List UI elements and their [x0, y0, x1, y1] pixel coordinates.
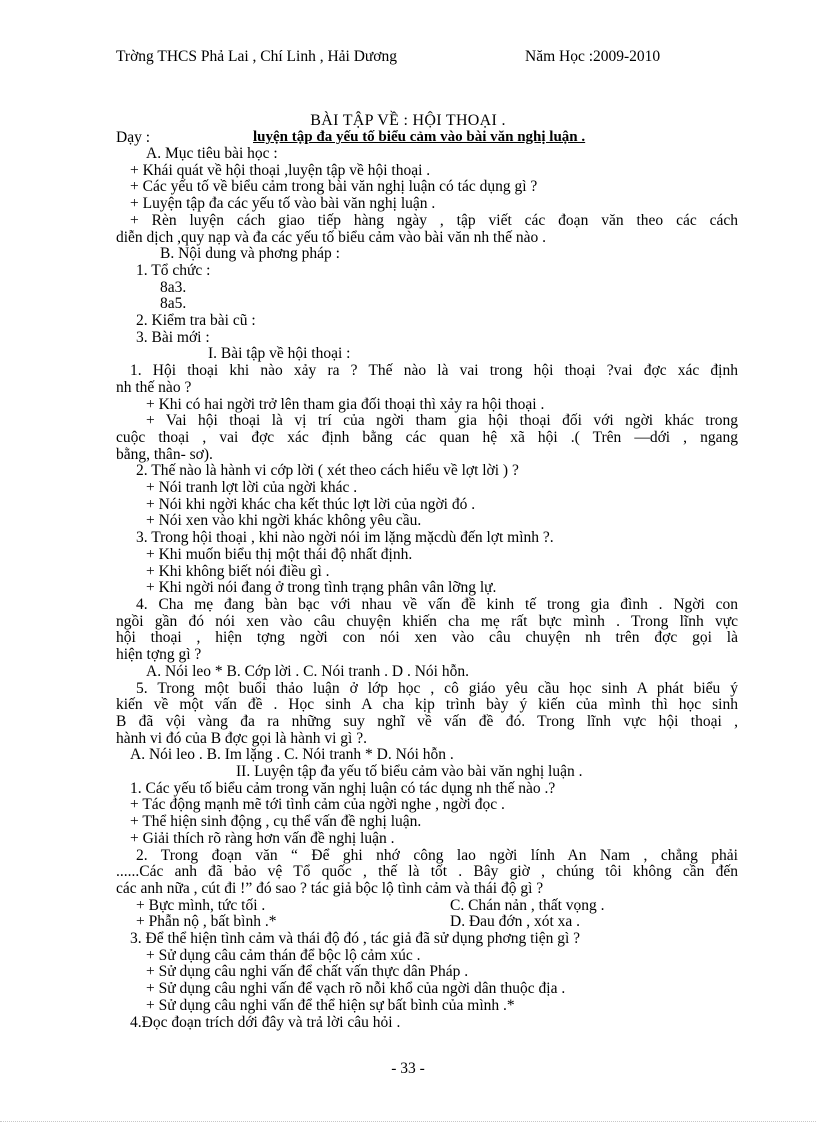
question-line: 5. Trong một buổi thảo luận ở lớp học , cô giáo yêu cầu học sinh A phát biểu ý	[136, 680, 738, 697]
document-body	[116, 146, 738, 1031]
page-bottom-divider	[0, 1121, 816, 1122]
header-school-year: Năm Học :2009-2010	[525, 48, 661, 65]
class-name: 8a3.	[160, 279, 187, 296]
question-line: 2. Trong đoạn văn “ Để ghi nhớ công lao ngời lính An Nam , chẳng phải	[136, 847, 738, 864]
text-line: 3. Bài mới :	[136, 329, 210, 346]
section-heading: B. Nội dung và phơng pháp :	[160, 246, 340, 263]
answer-line: + Sử dụng câu cảm thán để bộc lộ cảm xúc .	[146, 947, 421, 964]
question-line: nh thế nào ?	[116, 379, 192, 396]
question-line: hành vi đó của B đợc gọi là hành vi gì ?.	[116, 730, 367, 747]
question-line: 3. Trong hội thoại , khi nào ngời nói im lặng mặcdù đến lợt mình ?.	[136, 530, 554, 547]
question-line: các anh nữa , cút đi !” đó sao ? tác giả bộc lộ tình cảm và thái độ gì ?	[116, 880, 544, 897]
question-line: kiến về một vấn đề . Học sinh A cha kịp trình bày ý kiến của mình thì học sinh	[116, 697, 738, 714]
answer-row	[116, 898, 738, 915]
answer-line: + Sử dụng câu nghi vấn để vạch rõ nỗi khổ của ngời dân thuộc địa .	[146, 981, 566, 998]
question-line: hiện tợng gì ?	[116, 647, 202, 664]
lesson-subtitle: luyện tập đa yếu tố biểu cảm vào bài văn nghị luận .	[253, 129, 586, 145]
question-line: 3. Để thể hiện tình cảm và thái độ đó , tác giả đã sử dụng phơng tiện gì ?	[130, 931, 581, 948]
answer-line: + Nói tranh lợt lời của ngời khác .	[146, 480, 358, 497]
answer-line: + Giải thích rõ ràng hơn vấn đề nghị luận .	[130, 830, 395, 847]
text-line: + Rèn luyện cách giao tiếp hàng ngày , tập viết các đoạn văn theo các cách	[130, 212, 738, 229]
question-line: ngồi gần đó nói xen vào câu chuyện khiến cha mẹ rất bực mình . Trong lĩnh vực	[116, 613, 738, 630]
question-line: hội thoại , hiện tợng ngời con nói xen vào câu chuyện nh trên đợc gọi là	[116, 630, 738, 647]
answer-line: + Tác động mạnh mẽ tới tình cảm của ngời nghe , ngời đọc .	[130, 797, 505, 814]
page-number: - 33 -	[391, 1060, 425, 1077]
answer-line: bằng, thân- sơ).	[116, 446, 213, 463]
answer-line: + Khi có hai ngời trở lên tham gia đối thoại thì xảy ra hội thoại .	[146, 396, 545, 413]
answer-line: + Nói khi ngời khác cha kết thúc lợt lời của ngời đó .	[146, 496, 476, 513]
header-school: Trờng THCS Phả Lai , Chí Linh , Hải Dương	[116, 48, 397, 65]
lesson-title: BÀI TẬP VỀ : HỘI THOẠI .	[310, 112, 506, 129]
answer-line: + Khi không biết nói điều gì .	[146, 563, 330, 580]
text-line: diễn dịch ,quy nạp và đa các yếu tố biểu cảm vào bài văn nh thế nào .	[116, 229, 546, 246]
question-line: ......Các anh đã bảo vệ Tổ quốc , thế là tốt . Bây giờ , chúng tôi không cần đến	[116, 864, 738, 881]
answer-line: + Khi muốn biểu thị một thái độ nhất định.	[146, 546, 413, 563]
text-line: + Luyện tập đa các yếu tố vào bài văn nghị luận .	[130, 196, 436, 213]
question-line: B đã vội vàng đa ra những suy nghĩ về vấn đề đó. Trong lĩnh vực hội thoại ,	[116, 713, 738, 730]
answer-line: cuộc thoại , vai đợc xác định bằng các quan hệ xã hội .( Trên —dới , ngang	[116, 429, 738, 446]
answer-line: + Nói xen vào khi ngời khác không yêu cầu.	[146, 513, 422, 530]
answer-line: + Thể hiện sinh động , cụ thể vấn đề nghị luận.	[130, 814, 422, 831]
answer-line: + Sử dụng câu nghi vấn để thể hiện sự bất bình của mình .*	[146, 997, 515, 1014]
answer-option: + Phẫn nộ , bất bình .*	[136, 914, 277, 931]
text-line: 2. Kiểm tra bài cũ :	[136, 313, 256, 330]
answer-options: A. Nói leo . B. Im lặng . C. Nói tranh * D. Nói hỗn .	[130, 747, 454, 764]
question-line: 1. Hội thoại khi nào xảy ra ? Thế nào là vai trong hội thoại ?vai đợc xác định	[130, 363, 738, 380]
question-line: 2. Thế nào là hành vi cớp lời ( xét theo cách hiểu về lợt lời ) ?	[136, 463, 519, 480]
answer-row	[116, 914, 738, 931]
question-line: 4. Cha mẹ đang bàn bạc với nhau về vấn đề kinh tế trong gia đình . Ngời con	[136, 596, 738, 613]
section-heading: I. Bài tập về hội thoại :	[208, 346, 351, 363]
answer-line: + Khi ngời nói đang ở trong tình trạng phân vân lỡng lự.	[146, 580, 497, 597]
section-heading: II. Luyện tập đa yếu tố biểu cảm vào bài văn nghị luận .	[236, 764, 583, 781]
answer-option: + Bực mình, tức tối .	[136, 897, 266, 914]
text-line: 1. Tổ chức :	[136, 262, 211, 279]
text-line: + Các yếu tố về biểu cảm trong bài văn nghị luận có tác dụng gì ?	[130, 179, 538, 196]
question-line: 1. Các yếu tố biểu cảm trong văn nghị luận có tác dụng nh thế nào .?	[130, 780, 556, 797]
answer-options: A. Nói leo * B. Cớp lời . C. Nói tranh . D . Nói hỗn.	[146, 663, 469, 680]
section-heading: A. Mục tiêu bài học :	[146, 146, 278, 162]
question-line: 4.Đọc đoạn trích dới đây và trả lời câu hỏi .	[130, 1014, 401, 1031]
answer-line: + Sử dụng câu nghi vấn để chất vấn thực dân Pháp .	[146, 964, 469, 981]
class-name: 8a5.	[160, 296, 187, 313]
day-label: Dạy :	[116, 129, 151, 146]
answer-option: C. Chán nản , thất vọng .	[450, 897, 605, 914]
text-line: + Khái quát về hội thoại ,luyện tập về hội thoại .	[130, 162, 431, 179]
answer-option: D. Đau đớn , xót xa .	[450, 914, 581, 931]
answer-line: + Vai hội thoại là vị trí của ngời tham gia hội thoại đối với ngời khác trong	[146, 413, 738, 430]
